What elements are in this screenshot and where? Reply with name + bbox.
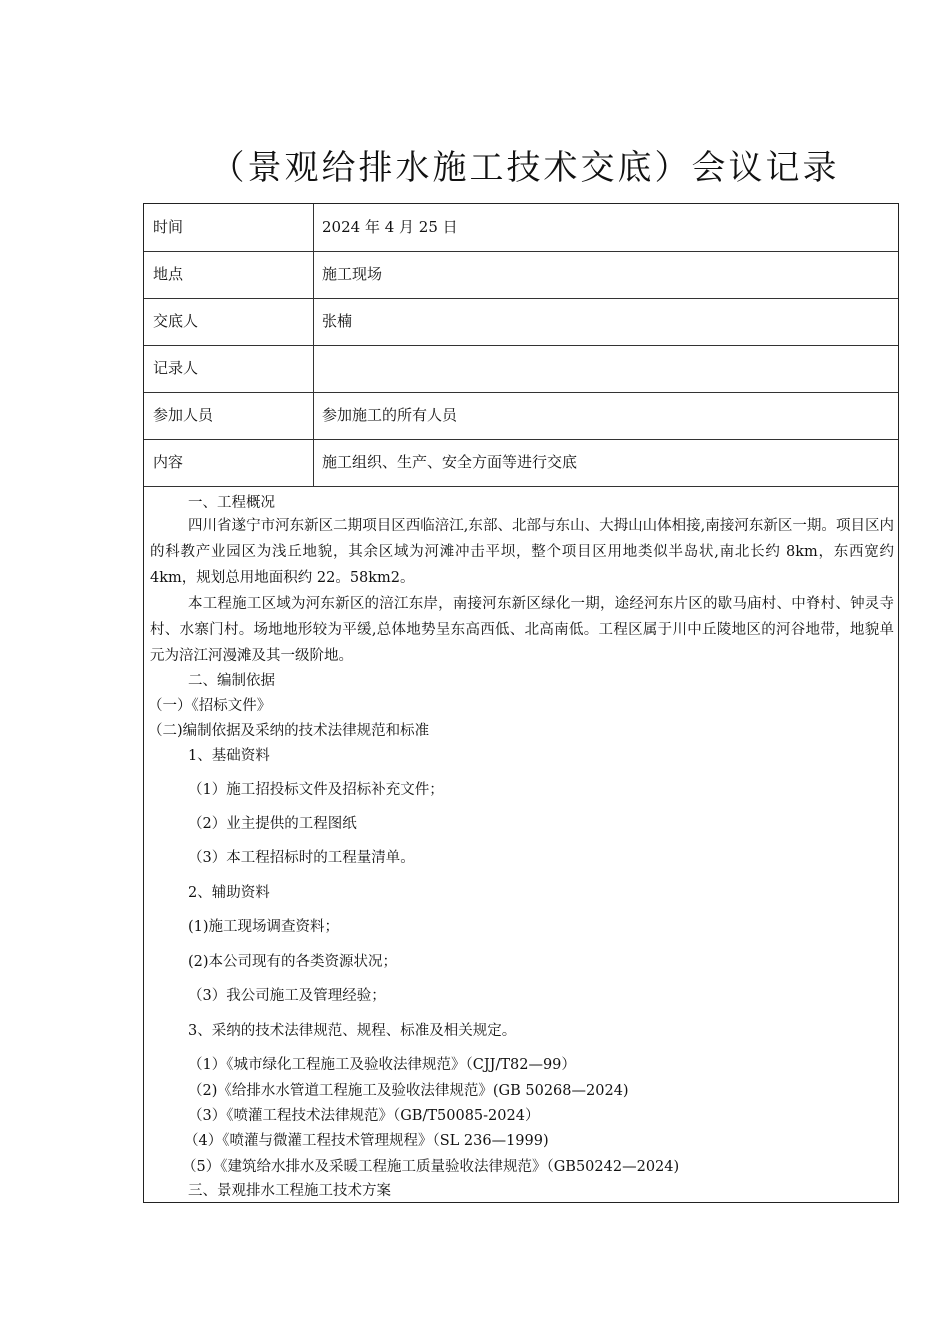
list-item: （3）我公司施工及管理经验； bbox=[188, 988, 386, 1004]
paragraph: 四川省遂宁市河东新区二期项目区西临涪江,东部、北部与东山、大拇山山体相接,南接河东新区一期。项目区内的科教产业园区为浅丘地貌，其余区域为河滩冲击平坝，整个项目区用地类似半岛状,南北长约 8km，东西宽约 4km，规划总用地面积约 22。58km2。 bbox=[150, 518, 894, 586]
subsection-heading: （一）《招标文件》 bbox=[148, 698, 272, 714]
row-label: 时间 bbox=[153, 218, 184, 236]
subsection-heading: （二)编制依据及采纳的技术法律规范和标准 bbox=[148, 723, 430, 739]
row-label: 记录人 bbox=[153, 359, 199, 377]
list-item: （2）业主提供的工程图纸 bbox=[188, 816, 357, 832]
row-recorder bbox=[144, 345, 898, 393]
row-content bbox=[144, 439, 898, 487]
list-item: （4）《喷灌与微灌工程技术管理规程》（SL 236—1999) bbox=[184, 1133, 549, 1149]
list-item: （3）本工程招标时的工程量清单。 bbox=[188, 850, 415, 866]
row-label: 交底人 bbox=[153, 312, 199, 330]
list-item: （1）《城市绿化工程施工及验收法律规范》（CJJ/T82—99） bbox=[188, 1057, 576, 1073]
item-heading: 3、采纳的技术法律规范、规程、标准及相关规定。 bbox=[188, 1023, 517, 1039]
list-item: (2)本公司现有的各类资源状况； bbox=[188, 954, 398, 970]
row-label: 地点 bbox=[153, 265, 184, 283]
row-time bbox=[144, 204, 898, 252]
list-item: （1）施工招投标文件及招标补充文件； bbox=[188, 782, 444, 798]
content-body bbox=[144, 487, 898, 1202]
list-item: （5）《建筑给水排水及采暖工程施工质量验收法律规范》（GB50242—2024) bbox=[182, 1159, 680, 1175]
paragraph: 本工程施工区域为河东新区的涪江东岸，南接河东新区绿化一期，途经河东片区的歇马庙村、中脊村、钟灵寺村、水寨门村。场地地形较为平缓,总体地势呈东高西低、北高南低。工程区属于川中丘陵地区的河谷地带，地貌单元为涪江河漫滩及其一级阶地。 bbox=[150, 596, 894, 664]
row-value: 2024 年 4 月 25 日 bbox=[322, 218, 458, 236]
page-title: （景观给排水施工技术交底）会议记录 bbox=[210, 148, 840, 188]
row-value: 施工现场 bbox=[322, 265, 383, 283]
row-presenter bbox=[144, 298, 898, 346]
row-value: 参加施工的所有人员 bbox=[322, 406, 458, 424]
row-attendees bbox=[144, 392, 898, 440]
row-location bbox=[144, 251, 898, 299]
section-heading: 三、景观排水工程施工技术方案 bbox=[188, 1183, 391, 1199]
list-item: （2)《给排水水管道工程施工及验收法律规范》(GB 50268—2024) bbox=[188, 1083, 629, 1099]
row-value: 张楠 bbox=[322, 312, 353, 330]
item-heading: 1、基础资料 bbox=[188, 748, 270, 764]
meeting-record-table bbox=[143, 203, 899, 1203]
list-item: （3）《喷灌工程技术法律规范》（GB/T50085-2024） bbox=[188, 1108, 540, 1124]
section-heading: 一、工程概况 bbox=[188, 495, 275, 511]
row-label: 参加人员 bbox=[153, 406, 214, 424]
list-item: (1)施工现场调查资料； bbox=[188, 919, 340, 935]
item-heading: 2、辅助资料 bbox=[188, 885, 270, 901]
section-heading: 二、编制依据 bbox=[188, 673, 275, 689]
row-value: 施工组织、生产、安全方面等进行交底 bbox=[322, 453, 578, 471]
row-label: 内容 bbox=[153, 453, 184, 471]
